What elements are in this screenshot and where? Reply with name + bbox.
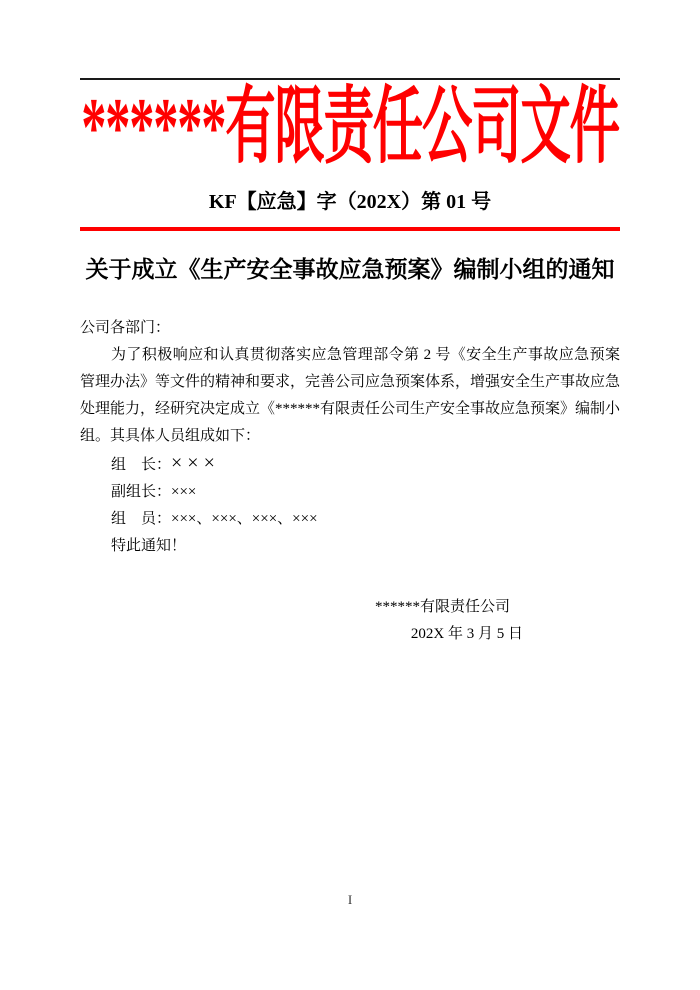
role-label: 组 员： (111, 511, 172, 527)
company-document-title: ******有限责任公司文件 (81, 81, 619, 174)
role-value: ××× (171, 484, 197, 500)
signature-block (80, 594, 620, 648)
notice-body (80, 315, 620, 560)
document-reference-number: KF【应急】字（202X）第 01 号 (208, 191, 492, 213)
closing-note: 特此通知！ (111, 538, 187, 554)
signature-company: ******有限责任公司 (374, 599, 510, 615)
role-value: ××× (171, 452, 220, 474)
role-row-deputy-leader (111, 479, 620, 506)
document-header (80, 78, 620, 231)
role-row-leader (111, 450, 620, 479)
role-label: 副组长： (111, 484, 172, 500)
notice-title: 关于成立《生产安全事故应急预案》编制小组的通知 (85, 257, 615, 282)
body-paragraph: 为了积极响应和认真贯彻落实应急管理部令第 2 号《安全生产事故应急预案管理办法》等文件的精神和要求，完善公司应急预案体系，增强安全生产事故应急处理能力，经研究决定成立《******有限责任公司生产安全事故应急预案》编制小组。其具体人员组成如下： (80, 347, 621, 444)
role-label: 组 长： (111, 457, 172, 473)
role-value: ×××、×××、×××、××× (171, 511, 318, 527)
role-row-members (111, 506, 620, 533)
page-number: I (347, 892, 353, 907)
signature-date: 202X 年 3 月 5 日 (410, 626, 523, 642)
salutation: 公司各部门： (80, 320, 171, 336)
red-header-banner (80, 80, 620, 176)
red-separator-rule (80, 227, 620, 231)
